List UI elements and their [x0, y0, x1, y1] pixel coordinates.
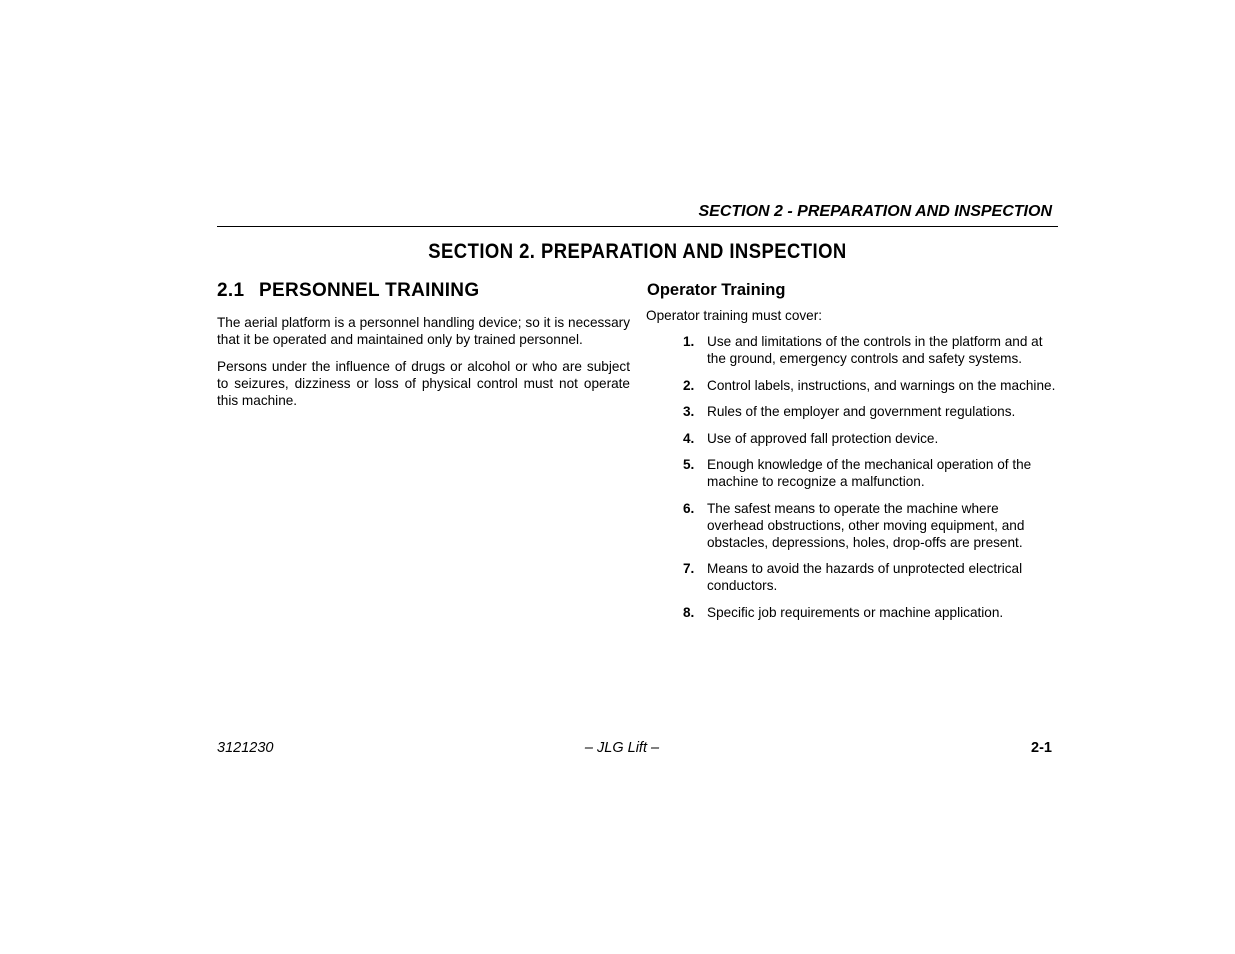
operator-training-intro: Operator training must cover:: [646, 308, 823, 323]
list-item-text: Enough knowledge of the mechanical operation of the machine to recognize a malfunction.: [707, 457, 1032, 489]
list-item-text: Control labels, instructions, and warnings on the machine.: [707, 377, 1056, 393]
list-item-number: 4.: [683, 430, 695, 446]
list-item: [646, 377, 1058, 394]
list-item-number: 1.: [683, 334, 695, 349]
heading-number: 2.1: [217, 280, 245, 301]
list-item-text: Use and limitations of the controls in the platform and at the ground, emergency controls and safety systems.: [707, 334, 1043, 366]
list-item-text: Means to avoid the hazards of unprotected electrical conductors.: [707, 561, 1023, 593]
list-item-number: 5.: [683, 457, 695, 472]
training-list: [646, 333, 1058, 621]
list-item: [646, 560, 1058, 594]
list-item-number: 6.: [683, 500, 695, 516]
footer-page-number: 2-1: [1031, 740, 1052, 756]
list-item-number: 8.: [683, 604, 695, 620]
paragraph: Persons under the influence of drugs or alcohol or who are subject to seizures, dizziness or loss of physical control must not operate this machine.: [217, 359, 630, 408]
list-item-number: 3.: [683, 404, 695, 419]
footer-publisher: – JLG Lift –: [584, 740, 660, 756]
section-title: SECTION 2. PREPARATION AND INSPECTION: [428, 240, 847, 263]
list-item-text: Use of approved fall protection device.: [707, 430, 939, 446]
footer-doc-number: 3121230: [217, 740, 274, 756]
header-rule: [217, 226, 1058, 227]
list-item: [646, 604, 1058, 621]
list-item: [646, 456, 1058, 490]
heading-text: PERSONNEL TRAINING: [259, 280, 480, 301]
operator-training-heading: Operator Training: [647, 281, 786, 299]
list-item-text: Specific job requirements or machine application.: [707, 604, 1004, 620]
list-item: [646, 403, 1058, 420]
paragraph: The aerial platform is a personnel handling device; so it is necessary that it be operated and maintained only by trained personnel.: [217, 315, 630, 347]
personnel-training-column: [217, 280, 630, 419]
operator-training-column: [646, 280, 1058, 630]
list-item: [646, 500, 1058, 551]
personnel-training-heading: [217, 280, 630, 302]
list-item-number: 2.: [683, 377, 695, 393]
list-item: [646, 333, 1058, 367]
list-item-text: Rules of the employer and government regulations.: [707, 404, 1016, 419]
list-item: [646, 430, 1058, 447]
list-item-number: 7.: [683, 561, 695, 576]
list-item-text: The safest means to operate the machine where overhead obstructions, other moving equipment, and obstacles, depressions, holes, drop-offs are present.: [707, 500, 1025, 550]
running-header: SECTION 2 - PREPARATION AND INSPECTION: [698, 203, 1052, 220]
